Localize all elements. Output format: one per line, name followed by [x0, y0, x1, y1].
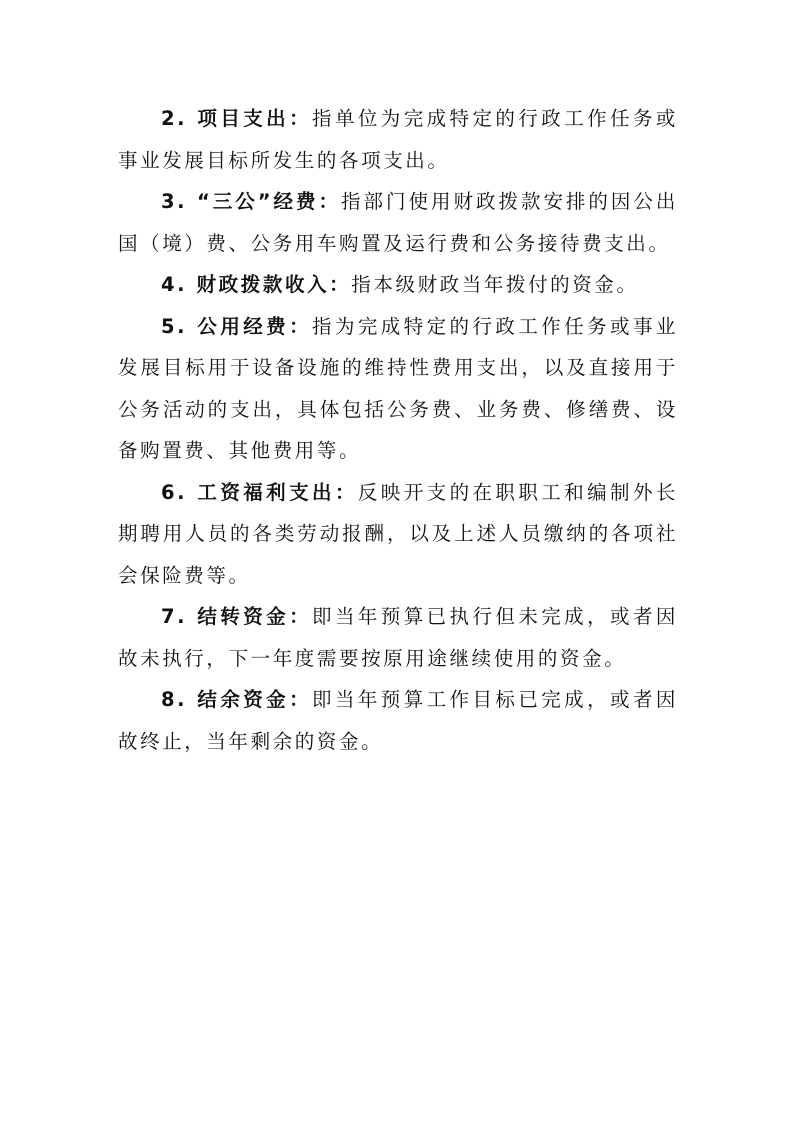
definition-term: 7. 结转资金： [161, 605, 313, 628]
definition-item-fiscal-appropriation-income [118, 264, 678, 306]
definition-item-wage-welfare-expenditure [118, 472, 678, 597]
definition-term: 5. 公用经费： [161, 314, 313, 338]
definition-term: 2. 项目支出： [161, 107, 313, 130]
document-body [118, 98, 678, 762]
definition-term: 4. 财政拨款收入： [161, 273, 352, 296]
definition-text: 指为完成特定的行政工作任务或事业发展目标用于设备设施的维持性费用支出，以及直接用于公务活动的支出，具体包括公务费、业务费、修缮费、设备购置费、其他费用等。 [118, 314, 678, 462]
definition-item-project-expenditure [118, 98, 678, 181]
definition-text: 即当年预算工作目标已完成，或者因故终止，当年剩余的资金。 [118, 688, 678, 753]
definition-term: 8. 结余资金： [161, 688, 313, 711]
definition-term: 6. 工资福利支出： [161, 480, 358, 504]
definition-text: 指单位为完成特定的行政工作任务或事业发展目标所发生的各项支出。 [118, 107, 678, 172]
definition-term: 3. “三公”经费： [161, 190, 342, 213]
definition-text: 指部门使用财政拨款安排的因公出国（境）费、公务用车购置及运行费和公务接待费支出。 [118, 190, 678, 255]
definition-text: 反映开支的在职职工和编制外长期聘用人员的各类劳动报酬，以及上述人员缴纳的各项社会保险费等。 [118, 480, 679, 587]
definition-item-surplus-funds [118, 679, 678, 762]
definition-item-public-funds [118, 306, 678, 472]
definition-item-three-public-expenses [118, 181, 678, 264]
definition-item-carryover-funds [118, 596, 678, 679]
definition-text: 即当年预算已执行但未完成，或者因故未执行，下一年度需要按原用途继续使用的资金。 [118, 605, 678, 670]
definition-text: 指本级财政当年拨付的资金。 [351, 273, 639, 296]
